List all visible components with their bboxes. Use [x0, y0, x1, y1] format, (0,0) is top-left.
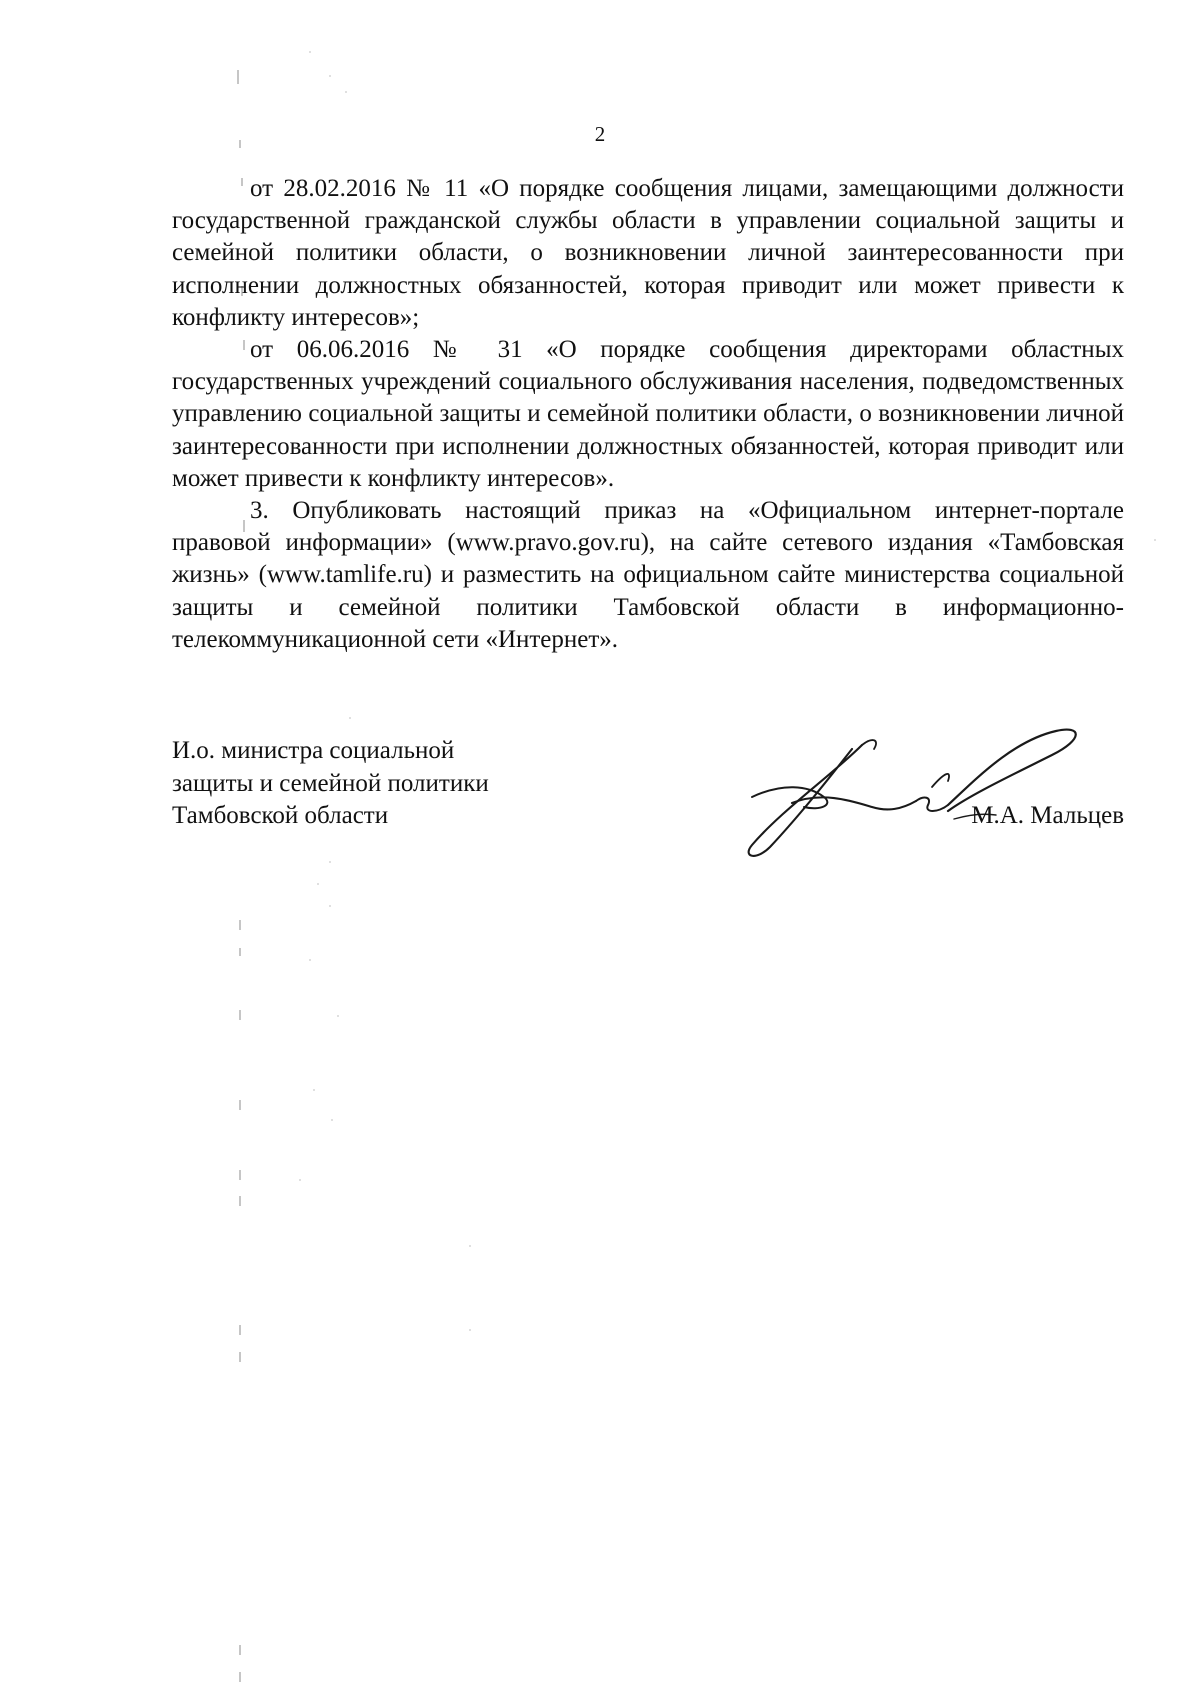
signatory-title [172, 735, 592, 833]
paragraph-order-2: от 06.06.2016 № 31 «О порядке сообщения директорами областных государственных учреждений социального обслуживания населения, подведомственных управлению социальной защиты и семейной политики области, о возникновении личной заинтересованности при исполнении должностных обязанностей, которая приводит или может привести к конфликту интересов». [172, 336, 1124, 492]
page-number: 2 [594, 122, 606, 146]
signature-block [172, 735, 1124, 875]
handwritten-signature [712, 715, 1092, 865]
document-body [172, 173, 1124, 656]
signatory-title-line: защиты и семейной политики [172, 769, 489, 797]
paragraph-order-1: от 28.02.2016 № 11 «О порядке сообщения лицами, замещающими должности государственной гражданской службы области в управлении социальной защиты и семейной политики области, о возникновении личной заинтересованности при исполнении должностных обязанностей, которая приводит или может привести к конфликту интересов»; [172, 175, 1124, 331]
signatory-name: М.А. Мальцев [971, 802, 1124, 829]
paragraph-publish-clause: 3. Опубликовать настоящий приказ на «Официальном интернет-портале правовой информации» (www.pravo.gov.ru), на сайте сетевого издания «Тамбовская жизнь» (www.tamlife.ru) и разместить на официальном сайте министерства социальной защиты и семейной политики Тамбовской области в информационно-телекоммуникационной сети «Интернет». [172, 497, 1124, 653]
signatory-title-line: И.о. министра социальной [172, 737, 455, 764]
signatory-title-line: Тамбовской области [172, 802, 389, 829]
